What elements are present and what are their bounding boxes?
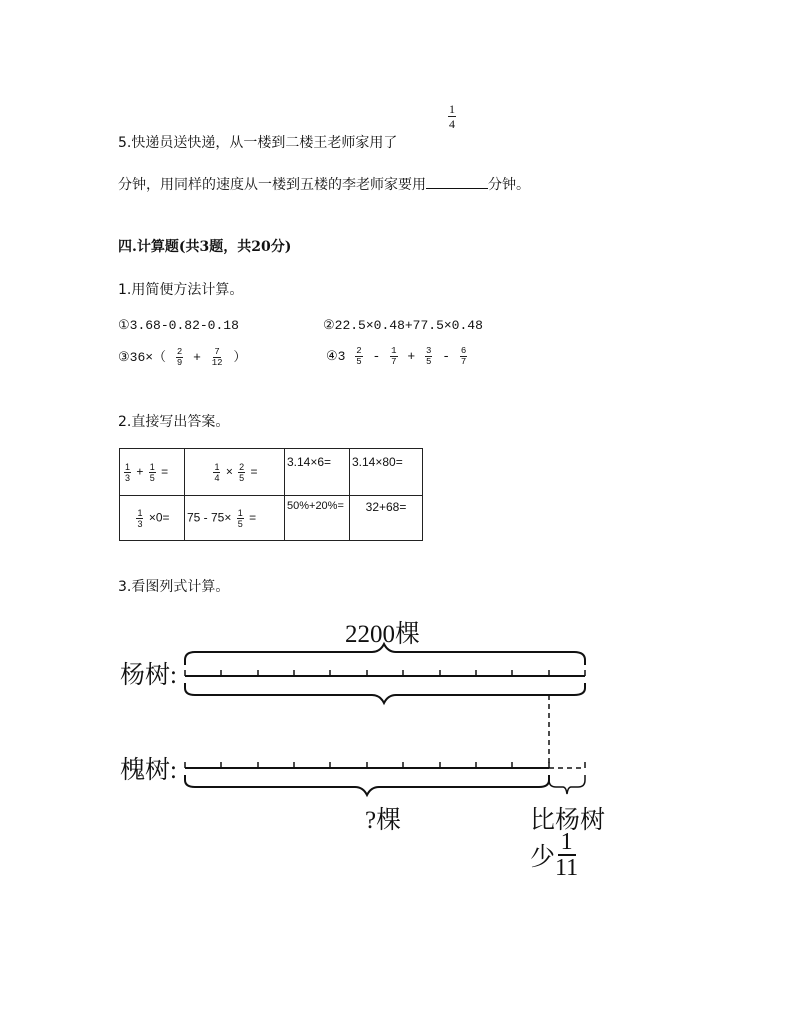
fraction-denominator: 4 [449, 117, 455, 131]
total-label: 2200棵 [345, 621, 421, 648]
fraction: $\frac{2}{9}$ [176, 347, 183, 369]
poplar-lower-brace [185, 683, 585, 703]
fraction: $\frac{2}{5}$ [239, 461, 245, 483]
expr-2: ②22.5×0.48+77.5×0.48 [323, 318, 483, 333]
section-heading: 四.计算题(共3题，共20分) [118, 239, 292, 255]
expr-rest: ×0= [148, 510, 170, 525]
expr-4-prefix: ④3 [326, 348, 346, 364]
fraction: $\frac{1}{5}$ [237, 507, 243, 529]
table-cell[interactable]: 32+68= [350, 496, 423, 541]
fraction: $\frac{3}{5}$ [425, 346, 432, 367]
table-cell[interactable]: 3.14×80= [350, 449, 423, 496]
fraction: $\frac{1}{3}$ [125, 461, 131, 483]
locust-label: 槐树: [120, 757, 177, 784]
equals: = [250, 464, 258, 479]
expr-3-suffix: ） [233, 350, 247, 365]
expr-3-prefix: ③36×（ [118, 350, 167, 365]
operator: + [136, 464, 144, 479]
fraction: $\frac{6}{7}$ [460, 346, 467, 367]
less-label-line1: 比杨树 [530, 807, 606, 834]
less-prefix: 少 [530, 844, 556, 871]
expr-1: ①3.68-0.82-0.18 [118, 318, 239, 333]
fraction: $\frac{1}{7}$ [391, 346, 397, 367]
fraction: $\frac{1}{4}$ [214, 461, 220, 483]
poplar-label: 杨树: [120, 662, 177, 689]
expr-prefix: 75 - 75× [187, 510, 232, 525]
equals: = [161, 464, 169, 479]
q5-line2-text-a: 分钟，用同样的速度从一楼到五楼的李老师家要用 [118, 177, 426, 193]
problem2-title: 2.直接写出答案。 [118, 414, 230, 430]
operator: + [193, 350, 201, 365]
q5-line1: 5.快递员送快递，从一楼到二楼王老师家用了 [118, 135, 398, 151]
less-brace [549, 775, 585, 794]
unknown-brace [185, 775, 549, 795]
operator: - [442, 348, 450, 364]
total-brace [185, 644, 585, 665]
operator: + [407, 348, 416, 364]
problem1-title: 1.用简便方法计算。 [118, 282, 244, 298]
fraction-one-eleventh: $\frac{1}{11}$ [555, 829, 579, 881]
q5-line2-text-b: 分钟。 [488, 177, 530, 193]
fraction: $\frac{7}{12}$ [211, 347, 223, 369]
fraction-numerator: 1 [449, 102, 455, 116]
fraction: $\frac{2}{5}$ [356, 346, 362, 367]
operator: × [225, 464, 233, 479]
table-cell[interactable]: 3.14×6= [285, 449, 350, 496]
problem3-title: 3.看图列式计算。 [118, 579, 230, 595]
equals: = [249, 510, 257, 525]
operator: - [372, 348, 381, 364]
fraction: $\frac{1}{5}$ [149, 461, 155, 483]
table-cell[interactable]: 50%+20%= [285, 496, 350, 541]
unknown-label: ?棵 [365, 807, 402, 834]
fraction: $\frac{1}{3}$ [137, 507, 143, 529]
